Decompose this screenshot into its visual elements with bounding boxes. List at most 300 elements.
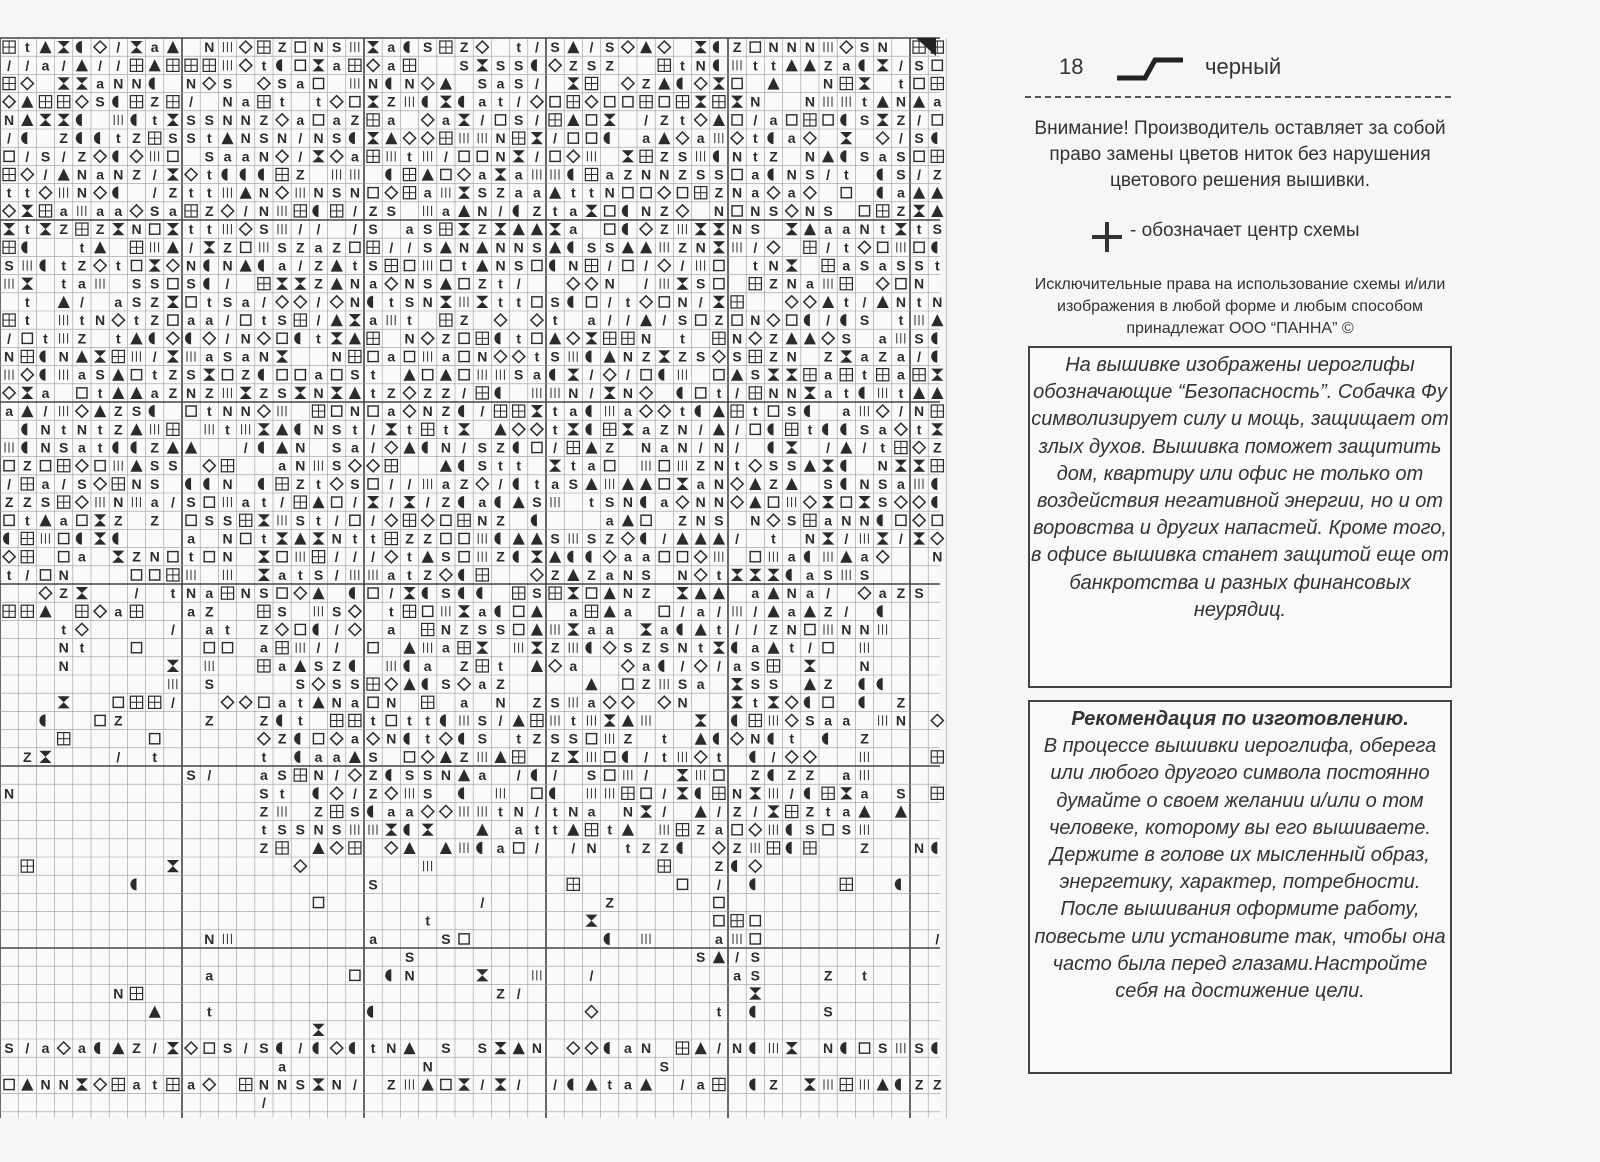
chart-symbol: / <box>334 621 339 638</box>
chart-symbol <box>767 660 779 672</box>
chart-symbol: / <box>371 421 376 438</box>
chart-symbol <box>786 369 798 381</box>
chart-symbol <box>767 514 779 526</box>
chart-symbol <box>5 279 13 289</box>
chart-symbol: S <box>714 512 724 529</box>
chart-symbol: N <box>258 184 269 201</box>
chart-symbol: / <box>589 967 594 984</box>
chart-symbol <box>732 115 742 125</box>
chart-symbol: N <box>186 257 197 274</box>
chart-symbol: S <box>332 184 342 201</box>
chart-symbol <box>387 315 395 325</box>
chart-symbol <box>842 570 850 580</box>
chart-symbol: t <box>297 712 303 729</box>
chart-symbol <box>112 387 124 399</box>
chart-symbol: Z <box>23 457 32 474</box>
chart-symbol <box>3 96 15 108</box>
chart-symbol <box>167 1078 179 1090</box>
chart-symbol: N <box>349 293 360 310</box>
chart-symbol <box>349 132 355 144</box>
chart-symbol <box>21 1078 33 1090</box>
chart-symbol: N <box>622 803 633 820</box>
chart-symbol <box>76 41 82 53</box>
chart-symbol <box>567 551 573 563</box>
chart-symbol <box>349 314 361 326</box>
chart-symbol <box>658 41 670 53</box>
chart-symbol <box>276 441 288 453</box>
chart-symbol <box>786 441 798 453</box>
chart-symbol: a <box>478 767 487 784</box>
chart-symbol: Z <box>23 748 32 765</box>
chart-symbol <box>460 133 468 143</box>
chart-symbol: N <box>331 348 342 365</box>
chart-symbol <box>713 587 725 599</box>
chart-symbol <box>567 824 579 836</box>
chart-symbol: S <box>350 475 360 492</box>
chart-symbol <box>658 77 670 89</box>
chart-symbol: S <box>914 585 924 602</box>
chart-symbol: N <box>222 530 233 547</box>
chart-symbol: t <box>789 639 795 656</box>
chart-symbol: S <box>222 75 233 92</box>
chart-symbol: a <box>769 111 778 128</box>
chart-symbol: N <box>713 475 724 492</box>
chart-symbol: a <box>696 1076 705 1093</box>
chart-symbol: N <box>750 312 761 329</box>
chart-symbol <box>858 496 870 508</box>
chart-symbol: t <box>152 111 158 128</box>
chart-symbol <box>822 496 834 508</box>
chart-symbol: N <box>914 403 925 420</box>
chart-symbol <box>94 1078 106 1090</box>
chart-symbol <box>242 424 250 434</box>
chart-symbol: Z <box>769 148 778 165</box>
chart-symbol <box>660 279 668 289</box>
chart-symbol <box>804 678 816 690</box>
chart-symbol: / <box>316 312 321 329</box>
chart-symbol <box>422 441 428 453</box>
chart-symbol <box>860 1079 868 1089</box>
chart-symbol <box>895 805 907 817</box>
chart-symbol: S <box>859 148 870 165</box>
chart-symbol <box>4 515 14 525</box>
chart-symbol: S <box>332 439 342 456</box>
chart-symbol <box>731 642 737 654</box>
chart-symbol <box>39 96 51 108</box>
chart-symbol <box>531 660 543 672</box>
chart-symbol: t <box>170 585 176 602</box>
chart-symbol <box>494 1042 506 1054</box>
chart-symbol <box>550 97 560 107</box>
chart-symbol: / <box>389 239 394 256</box>
chart-symbol <box>458 678 470 690</box>
chart-symbol: N <box>732 184 743 201</box>
chart-symbol: S <box>77 475 87 492</box>
chart-symbol: N <box>440 439 451 456</box>
chart-symbol: a <box>824 384 832 401</box>
chart-symbol: / <box>716 603 721 620</box>
chart-symbol: Z <box>678 166 687 183</box>
chart-symbol <box>368 188 378 198</box>
chart-symbol <box>312 1078 324 1090</box>
chart-symbol <box>749 824 761 836</box>
chart-symbol: N <box>240 330 251 347</box>
chart-symbol: S <box>277 312 287 329</box>
chart-symbol: N <box>859 475 870 492</box>
chart-symbol: N <box>258 348 269 365</box>
chart-symbol: S <box>859 111 870 128</box>
chart-symbol: S <box>277 75 287 92</box>
chart-symbol <box>296 643 304 653</box>
chart-symbol <box>39 41 51 53</box>
chart-symbol <box>697 151 705 161</box>
chart-symbol: / <box>152 166 157 183</box>
chart-symbol <box>403 587 415 599</box>
chart-symbol <box>203 460 215 472</box>
chart-symbol <box>349 605 361 617</box>
chart-symbol <box>458 423 470 435</box>
chart-symbol <box>678 224 686 234</box>
chart-symbol <box>332 497 342 507</box>
chart-symbol <box>223 497 231 507</box>
chart-symbol <box>331 842 343 854</box>
chart-symbol: S <box>787 512 797 529</box>
chart-symbol: S <box>532 585 542 602</box>
chart-symbol <box>458 168 470 180</box>
chart-symbol <box>478 806 486 816</box>
chart-symbol <box>314 606 322 616</box>
chart-symbol <box>331 314 343 326</box>
chart-symbol <box>767 77 779 89</box>
chart-symbol <box>749 387 761 399</box>
chart-symbol <box>277 370 287 380</box>
chart-symbol: Z <box>714 858 724 875</box>
chart-symbol <box>695 587 707 599</box>
chart-symbol: t <box>134 312 139 329</box>
chart-symbol <box>60 188 68 198</box>
chart-symbol <box>731 860 737 872</box>
chart-symbol <box>786 223 798 235</box>
chart-symbol <box>586 734 596 744</box>
chart-symbol: a <box>241 494 250 511</box>
chart-symbol <box>567 623 579 635</box>
chart-symbol: Z <box>823 603 833 620</box>
chart-symbol: a <box>332 748 341 765</box>
chart-symbol <box>569 351 577 361</box>
chart-symbol <box>804 241 816 253</box>
chart-symbol: N <box>386 694 397 711</box>
chart-symbol <box>294 205 306 217</box>
chart-symbol <box>531 59 537 71</box>
chart-symbol <box>185 441 197 453</box>
chart-symbol: / <box>334 512 339 529</box>
chart-symbol <box>567 96 579 108</box>
chart-symbol <box>513 587 525 599</box>
chart-symbol <box>678 461 686 471</box>
chart-symbol <box>640 532 646 544</box>
chart-symbol: S <box>477 75 487 92</box>
chart-symbol <box>786 259 798 271</box>
chart-symbol: a <box>314 366 323 383</box>
chart-symbol <box>768 406 778 416</box>
chart-symbol <box>513 223 525 235</box>
chart-symbol <box>676 77 682 89</box>
chart-symbol <box>76 132 82 144</box>
chart-symbol: / <box>261 293 266 310</box>
chart-symbol <box>767 168 773 180</box>
chart-symbol <box>840 1042 846 1054</box>
chart-symbol: t <box>498 293 503 310</box>
chart-symbol <box>585 423 591 435</box>
chart-symbol <box>240 41 252 53</box>
chart-symbol <box>477 151 487 161</box>
chart-symbol <box>441 169 451 179</box>
chart-symbol <box>840 314 846 326</box>
chart-symbol: S <box>313 657 324 674</box>
chart-symbol <box>660 825 668 835</box>
chart-symbol <box>659 479 669 489</box>
chart-symbol <box>640 805 652 817</box>
chart-symbol <box>258 441 264 453</box>
chart-symbol <box>695 751 707 763</box>
chart-symbol <box>531 714 543 726</box>
chart-symbol: N <box>841 512 852 529</box>
chart-symbol <box>731 696 743 708</box>
chart-symbol <box>585 605 597 617</box>
chart-symbol: N <box>40 1076 51 1093</box>
chart-symbol: a <box>533 366 541 383</box>
chart-symbol <box>294 387 306 399</box>
chart-symbol <box>331 805 343 817</box>
chart-symbol: S <box>605 494 615 511</box>
chart-symbol: t <box>188 548 194 565</box>
chart-symbol: a <box>351 730 359 747</box>
chart-symbol <box>731 296 743 308</box>
chart-symbol: Z <box>896 111 906 128</box>
chart-symbol: a <box>442 111 450 128</box>
chart-symbol <box>840 369 852 381</box>
chart-symbol <box>331 205 343 217</box>
chart-symbol <box>204 552 214 562</box>
chart-symbol: / <box>134 585 139 602</box>
chart-symbol: S <box>332 457 342 474</box>
chart-symbol: S <box>659 1058 669 1075</box>
chart-symbol: S <box>95 93 105 110</box>
chart-symbol <box>769 552 777 562</box>
chart-symbol: t <box>607 1076 613 1093</box>
chart-symbol <box>931 1042 937 1054</box>
chart-symbol: / <box>680 1076 685 1093</box>
chart-symbol: S <box>714 166 724 183</box>
chart-symbol: a <box>150 494 159 511</box>
chart-symbol <box>640 223 652 235</box>
chart-symbol <box>531 423 543 435</box>
chart-symbol: a <box>569 221 578 238</box>
chart-symbol: Z <box>769 475 778 492</box>
chart-symbol <box>58 460 70 472</box>
chart-symbol <box>294 860 306 872</box>
chart-symbol <box>3 223 15 235</box>
chart-symbol <box>642 715 650 725</box>
chart-symbol: S <box>386 202 396 219</box>
chart-symbol: t <box>880 439 886 456</box>
chart-symbol: Z <box>532 202 542 219</box>
chart-symbol: / <box>25 1040 30 1057</box>
chart-symbol <box>167 441 179 453</box>
chart-symbol: t <box>534 348 540 365</box>
chart-symbol <box>715 552 723 562</box>
chart-symbol <box>695 623 707 635</box>
chart-symbol: t <box>862 93 867 110</box>
chart-symbol <box>749 714 761 726</box>
chart-symbol: Z <box>114 712 123 729</box>
chart-symbol <box>312 623 318 635</box>
chart-symbol <box>750 552 760 562</box>
chart-symbol <box>385 969 391 981</box>
chart-symbol: S <box>204 512 214 529</box>
chart-symbol: t <box>825 803 831 820</box>
chart-symbol <box>350 515 360 525</box>
chart-symbol: N <box>895 712 906 729</box>
chart-symbol <box>549 187 561 199</box>
chart-symbol <box>749 332 761 344</box>
chart-symbol: a <box>187 530 195 547</box>
chart-symbol <box>731 96 743 108</box>
chart-symbol: Z <box>878 348 887 365</box>
chart-symbol <box>312 59 324 71</box>
chart-symbol <box>731 132 743 144</box>
chart-symbol: / <box>607 312 612 329</box>
chart-symbol <box>76 223 88 235</box>
chart-symbol: S <box>550 293 560 310</box>
chart-symbol <box>804 514 816 526</box>
chart-symbol: / <box>826 312 831 329</box>
chart-symbol <box>21 168 33 180</box>
chart-symbol: / <box>352 785 357 802</box>
chart-symbol <box>713 423 725 435</box>
chart-symbol: / <box>571 839 576 856</box>
chart-symbol: Z <box>59 585 68 602</box>
chart-symbol <box>149 405 155 417</box>
chart-symbol <box>478 552 486 562</box>
chart-symbol: S <box>586 530 597 547</box>
chart-symbol <box>804 1078 816 1090</box>
chart-symbol: N <box>823 1040 834 1057</box>
chart-symbol <box>385 842 397 854</box>
chart-symbol: S <box>186 130 196 147</box>
chart-symbol: / <box>498 475 503 492</box>
chart-symbol: S <box>332 39 342 56</box>
chart-symbol <box>713 96 725 108</box>
chart-symbol <box>532 260 542 270</box>
chart-symbol: Z <box>823 967 833 984</box>
chart-symbol <box>386 715 396 725</box>
chart-symbol <box>749 1006 755 1018</box>
chart-symbol <box>476 59 488 71</box>
chart-symbol <box>551 388 559 398</box>
chart-symbol <box>276 278 288 290</box>
chart-symbol <box>403 132 415 144</box>
chart-symbol: S <box>823 475 833 492</box>
chart-symbol: t <box>916 421 922 438</box>
chart-symbol <box>767 187 779 199</box>
chart-symbol <box>440 369 452 381</box>
chart-symbol: a <box>605 512 614 529</box>
chart-symbol: S <box>477 712 487 729</box>
chart-symbol: t <box>370 712 376 729</box>
chart-symbol <box>3 168 15 180</box>
chart-symbol <box>658 259 670 271</box>
chart-symbol: / <box>25 566 30 583</box>
chart-symbol: N <box>732 330 743 347</box>
chart-symbol: / <box>152 348 157 365</box>
chart-symbol <box>294 733 300 745</box>
chart-symbol: S <box>477 439 487 456</box>
chart-symbol <box>385 259 397 271</box>
chart-symbol: t <box>6 184 12 201</box>
chart-symbol: t <box>516 330 522 347</box>
chart-symbol: N <box>422 403 433 420</box>
chart-symbol: Z <box>660 221 669 238</box>
chart-symbol <box>531 605 543 617</box>
chart-symbol: S <box>495 57 506 74</box>
chart-symbol: a <box>205 585 214 602</box>
chart-symbol <box>676 278 688 290</box>
chart-symbol <box>241 533 251 543</box>
chart-symbol: / <box>316 293 321 310</box>
chart-symbol <box>21 114 33 126</box>
chart-symbol: N <box>113 494 124 511</box>
chart-symbol <box>112 551 124 563</box>
chart-symbol <box>858 77 870 89</box>
chart-symbol <box>896 515 906 525</box>
chart-symbol <box>39 514 51 526</box>
chart-symbol <box>422 805 434 817</box>
chart-symbol: N <box>422 293 433 310</box>
chart-symbol: a <box>587 312 596 329</box>
chart-symbol: / <box>152 1040 157 1057</box>
chart-symbol <box>440 805 452 817</box>
chart-symbol <box>767 314 779 326</box>
chart-symbol: N <box>349 184 360 201</box>
chart-symbol <box>149 332 155 344</box>
chart-symbol: a <box>278 694 286 711</box>
chart-symbol <box>404 351 414 361</box>
chart-symbol <box>640 478 652 490</box>
chart-symbol: a <box>114 202 123 219</box>
chart-symbol: Z <box>259 384 269 401</box>
chart-symbol: N <box>477 202 488 219</box>
chart-symbol <box>822 423 828 435</box>
center-marker-row <box>1090 218 1420 254</box>
chart-symbol: Z <box>259 712 269 729</box>
chart-symbol: Z <box>277 39 287 56</box>
chart-symbol: / <box>352 202 357 219</box>
chart-symbol: t <box>734 457 740 474</box>
chart-symbol: N <box>495 148 506 165</box>
chart-symbol: N <box>586 839 597 856</box>
chart-symbol <box>205 661 213 671</box>
chart-symbol <box>931 496 937 508</box>
chart-symbol <box>750 424 760 434</box>
chart-symbol <box>21 132 27 144</box>
chart-symbol: Z <box>623 166 633 183</box>
chart-symbol: a <box>842 767 851 784</box>
chart-symbol <box>204 643 214 653</box>
chart-symbol <box>678 752 686 762</box>
chart-symbol: t <box>680 111 685 128</box>
chart-symbol: N <box>313 39 324 56</box>
